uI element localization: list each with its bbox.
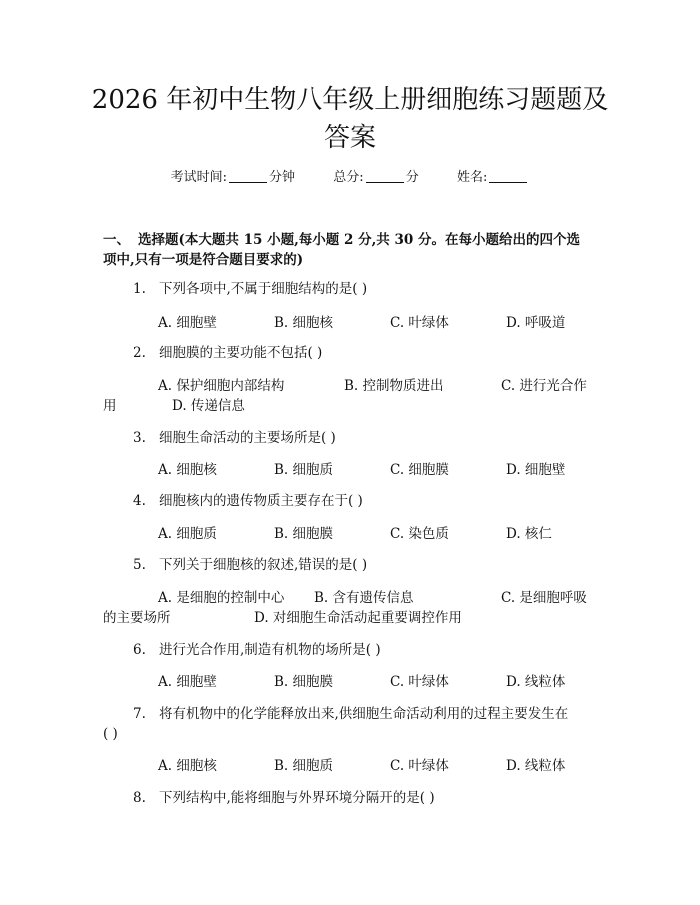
question-stem: 5. 下列关于细胞核的叙述,错误的是( ) [133,557,368,573]
section-instructions-line-2: 项中,只有一项是符合题目要求的) [103,252,304,268]
option-c[interactable]: C. 是细胞呼吸 [501,590,587,606]
option-c[interactable]: C. 染色质 [390,526,449,542]
score-label: 总分: [333,170,364,185]
time-unit: 分钟 [269,170,296,185]
option-c[interactable]: C. 叶绿体 [390,674,449,690]
option-d[interactable]: D. 线粒体 [506,758,566,774]
question-stem: 2. 细胞膜的主要功能不包括( ) [133,345,323,361]
answer-options [158,313,598,333]
option-b[interactable]: B. 细胞质 [274,462,334,478]
answer-options [158,376,598,396]
time-label: 考试时间: [170,170,227,185]
option-b[interactable]: B. 细胞膜 [274,674,334,690]
answer-options [158,460,598,480]
option-a[interactable]: A. 细胞核 [158,758,217,774]
section-heading [103,230,603,270]
score-unit: 分 [405,170,419,185]
question-stem: 7. 将有机物中的化学能释放出来,供细胞生命活动利用的过程主要发生在 [133,706,569,722]
name-blank[interactable] [489,168,527,183]
question-stem: 4. 细胞核内的遗传物质主要存在于( ) [133,493,363,509]
answer-options [158,672,598,692]
option-d[interactable]: D. 对细胞生命活动起重要调控作用 [254,610,462,626]
option-b[interactable]: B. 细胞膜 [274,526,334,542]
option-a[interactable]: A. 细胞核 [158,462,217,478]
section-instructions-line-1: 选择题(本大题共 15 小题,每小题 2 分,共 30 分。在每小题给出的四个选 [138,232,580,248]
answer-options [158,588,598,608]
option-a[interactable]: A. 细胞质 [158,526,217,542]
option-c-wrap: 用 [103,398,117,414]
option-c[interactable]: C. 进行光合作 [501,378,587,394]
answer-options [158,756,598,776]
option-b[interactable]: B. 控制物质进出 [344,378,444,394]
question-stem: 8. 下列结构中,能将细胞与外界环境分隔开的是( ) [133,790,435,806]
answer-options [158,524,598,544]
option-b[interactable]: B. 含有遗传信息 [314,590,414,606]
option-a[interactable]: A. 保护细胞内部结构 [158,378,285,394]
option-a[interactable]: A. 是细胞的控制中心 [158,590,285,606]
option-d[interactable]: D. 核仁 [506,526,552,542]
option-d[interactable]: D. 呼吸道 [506,315,566,331]
exam-info-line [0,168,700,188]
option-b[interactable]: B. 细胞质 [274,758,334,774]
question-stem-wrap: ( ) [103,726,118,742]
name-label: 姓名: [456,170,488,185]
page-title-line-1: 2026 年初中生物八年级上册细胞练习题题及 [91,85,609,115]
option-c[interactable]: C. 叶绿体 [390,315,449,331]
option-d[interactable]: D. 线粒体 [506,674,566,690]
option-d[interactable]: D. 传递信息 [172,398,245,414]
score-blank[interactable] [366,168,404,183]
option-a[interactable]: A. 细胞壁 [158,674,217,690]
question-stem: 1. 下列各项中,不属于细胞结构的是( ) [133,281,368,297]
page-title-line-2: 答案 [323,123,376,153]
option-c-wrap: 的主要场所 [103,610,171,626]
option-c[interactable]: C. 细胞膜 [390,462,449,478]
option-b[interactable]: B. 细胞核 [274,315,334,331]
option-d[interactable]: D. 细胞壁 [506,462,566,478]
option-a[interactable]: A. 细胞壁 [158,315,217,331]
time-blank[interactable] [229,168,267,183]
question-stem: 6. 进行光合作用,制造有机物的场所是( ) [133,642,381,658]
section-number: 一、 [103,232,130,248]
option-c[interactable]: C. 叶绿体 [390,758,449,774]
question-stem: 3. 细胞生命活动的主要场所是( ) [133,430,336,446]
